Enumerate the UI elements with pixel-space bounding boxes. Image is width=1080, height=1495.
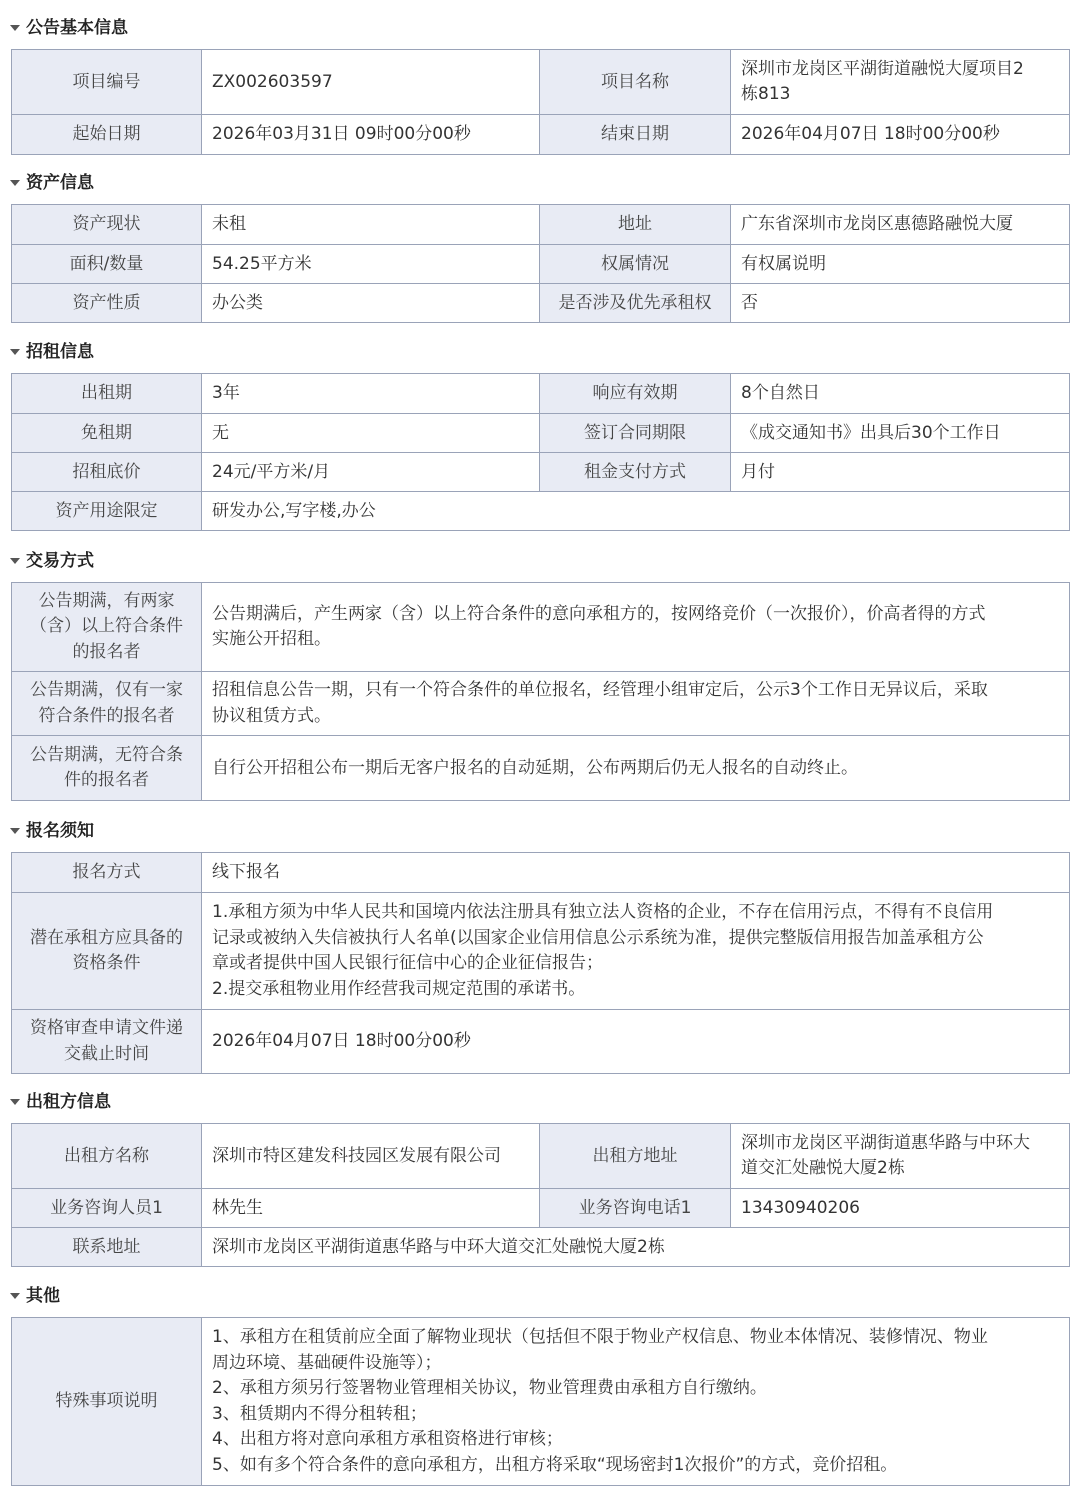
trade-method-table xyxy=(11,582,1070,801)
note-line: 2、承租方须另行签署物业管理相关协议，物业管理费由承租方自行缴纳。 xyxy=(212,1378,767,1398)
label-line: 符合条件的报名者 xyxy=(38,705,175,726)
signup-notice-table xyxy=(11,852,1070,1074)
section-header-basic[interactable] xyxy=(0,11,1080,45)
note-line: 3、租赁期内不得分租转租； xyxy=(212,1403,427,1424)
section-lease-info xyxy=(0,335,1080,369)
lessor-address-value xyxy=(731,1124,1070,1189)
section-header-lease[interactable] xyxy=(0,335,1080,369)
trade-rule-value xyxy=(202,583,1070,672)
area-label: 面积/数量 xyxy=(12,245,202,284)
caret-down-icon[interactable] xyxy=(10,25,20,31)
qualification-value xyxy=(202,893,1070,1010)
address-value: 广东省深圳市龙岗区惠德路融悦大厦 xyxy=(731,205,1070,245)
note-line: 1、承租方在租赁前应全面了解物业现状（包括但不限于物业产权信息、物业本体情况、装修情况、物业 xyxy=(212,1327,988,1347)
project-no-value: ZX002603597 xyxy=(202,50,540,115)
project-name-line: 深圳市龙岗区平湖街道融悦大厦项目2 xyxy=(741,58,1024,79)
contact-address-value: 深圳市龙岗区平湖街道惠华路与中环大道交汇处融悦大厦2栋 xyxy=(202,1228,1070,1267)
trade-rule-label xyxy=(12,583,202,672)
caret-down-icon[interactable] xyxy=(10,828,20,834)
free-period-value: 无 xyxy=(202,414,540,453)
lessor-info-table xyxy=(11,1123,1070,1267)
lease-term-label: 出租期 xyxy=(12,374,202,414)
end-date-value: 2026年04月07日 18时00分00秒 xyxy=(731,115,1070,155)
address-label: 地址 xyxy=(540,205,731,245)
contact-person-value: 林先生 xyxy=(202,1189,540,1228)
trade-rule-value: 自行公开招租公布一期后无客户报名的自动延期，公布两期后仍无人报名的自动终止。 xyxy=(202,736,1070,801)
contact-phone-label: 业务咨询电话1 xyxy=(540,1189,731,1228)
label-line: 的报名者 xyxy=(72,641,141,662)
valid-period-value: 8个自然日 xyxy=(731,374,1070,414)
sign-deadline-label: 签订合同期限 xyxy=(540,414,731,453)
section-title: 交易方式 xyxy=(26,551,94,571)
base-price-value: 24元/平方米/月 xyxy=(202,453,540,492)
payment-method-value: 月付 xyxy=(731,453,1070,492)
label-line: 资格审查申请文件递 xyxy=(30,1018,183,1038)
contact-address-label: 联系地址 xyxy=(12,1228,202,1267)
note-line: 周边环境、基础硬件设施等）； xyxy=(212,1352,442,1373)
value-line: 实施公开招租。 xyxy=(212,629,331,649)
label-line: 件的报名者 xyxy=(64,770,149,790)
ownership-label: 权属情况 xyxy=(540,245,731,284)
label-line: 公告期满，仅有一家 xyxy=(30,680,183,700)
trade-rule-value xyxy=(202,672,1070,736)
section-other xyxy=(0,1279,1080,1313)
free-period-label: 免租期 xyxy=(12,414,202,453)
project-no-label: 项目编号 xyxy=(12,50,202,115)
trade-rule-label xyxy=(12,736,202,801)
value-line: 公告期满后，产生两家（含）以上符合条件的意向承租方的，按网络竞价（一次报价），价高者得的方式 xyxy=(212,603,986,624)
section-title: 招租信息 xyxy=(26,342,94,362)
value-line: 记录或被纳入失信被执行人名单(以国家企业信用信息公示系统为准，提供完整版信用报告加盖承租方公 xyxy=(212,927,984,948)
lessor-name-label: 出租方名称 xyxy=(12,1124,202,1189)
project-name-line: 栋813 xyxy=(741,84,791,104)
asset-nature-value: 办公类 xyxy=(202,284,540,323)
section-lessor-info xyxy=(0,1085,1080,1119)
section-asset-info xyxy=(0,166,1080,200)
contact-phone-value: 13430940206 xyxy=(731,1189,1070,1228)
lease-term-value: 3年 xyxy=(202,374,540,414)
label-line: 交截止时间 xyxy=(64,1043,149,1064)
section-title: 公告基本信息 xyxy=(26,18,128,38)
label-line: 公告期满，有两家 xyxy=(38,590,175,611)
section-header-trade[interactable] xyxy=(0,544,1080,578)
special-notes-value xyxy=(202,1318,1070,1486)
value-line: 1.承租方须为中华人民共和国境内依法注册具有独立法人资格的企业，不存在信用污点，不得有不良信用 xyxy=(212,902,994,922)
base-price-label: 招租底价 xyxy=(12,453,202,492)
label-line: （含）以上符合条件 xyxy=(30,616,183,637)
section-signup-notice xyxy=(0,814,1080,848)
start-date-label: 起始日期 xyxy=(12,115,202,155)
trade-rule-label xyxy=(12,672,202,736)
label-line: 潜在承租方应具备的 xyxy=(30,927,183,948)
value-line: 协议租赁方式。 xyxy=(212,705,331,726)
section-title: 报名须知 xyxy=(26,821,94,841)
priority-lease-label: 是否涉及优先承租权 xyxy=(540,284,731,323)
lessor-name-value: 深圳市特区建发科技园区发展有限公司 xyxy=(202,1124,540,1189)
sign-deadline-value: 《成交通知书》出具后30个工作日 xyxy=(731,414,1070,453)
section-basic-info xyxy=(0,11,1080,45)
signup-method-value: 线下报名 xyxy=(202,853,1070,893)
label-line: 公告期满，无符合条 xyxy=(30,744,183,765)
asset-status-value: 未租 xyxy=(202,205,540,245)
section-header-other[interactable] xyxy=(0,1279,1080,1313)
value-line: 章或者提供中国人民银行征信中心的企业征信报告； xyxy=(212,953,603,973)
note-line: 4、出租方将对意向承租方承租资格进行审核； xyxy=(212,1429,563,1449)
value-line: 2.提交承租物业用作经营我司规定范围的承诺书。 xyxy=(212,978,586,999)
ownership-value: 有权属说明 xyxy=(731,245,1070,284)
section-title: 其他 xyxy=(26,1286,60,1306)
label-line: 资格条件 xyxy=(72,953,141,973)
contact-person-label: 业务咨询人员1 xyxy=(12,1189,202,1228)
submission-deadline-label xyxy=(12,1010,202,1074)
caret-down-icon[interactable] xyxy=(10,349,20,355)
section-header-asset[interactable] xyxy=(0,166,1080,200)
section-title: 资产信息 xyxy=(26,173,94,193)
value-line: 招租信息公告一期，只有一个符合条件的单位报名，经管理小组审定后，公示3个工作日无异议后，采取 xyxy=(212,680,988,700)
payment-method-label: 租金支付方式 xyxy=(540,453,731,492)
area-value: 54.25平方米 xyxy=(202,245,540,284)
priority-lease-value: 否 xyxy=(731,284,1070,323)
start-date-value: 2026年03月31日 09时00分00秒 xyxy=(202,115,540,155)
end-date-label: 结束日期 xyxy=(540,115,731,155)
project-name-label: 项目名称 xyxy=(540,50,731,115)
value-line: 深圳市龙岗区平湖街道惠华路与中环大 xyxy=(741,1132,1030,1153)
usage-limit-value: 研发办公,写字楼,办公 xyxy=(202,492,1070,531)
qualification-label xyxy=(12,893,202,1010)
caret-down-icon[interactable] xyxy=(10,180,20,186)
asset-status-label: 资产现状 xyxy=(12,205,202,245)
section-trade-method xyxy=(0,544,1080,578)
other-info-table xyxy=(11,1317,1070,1486)
submission-deadline-value: 2026年04月07日 18时00分00秒 xyxy=(202,1010,1070,1074)
valid-period-label: 响应有效期 xyxy=(540,374,731,414)
value-line: 道交汇处融悦大厦2栋 xyxy=(741,1158,905,1178)
lessor-address-label: 出租方地址 xyxy=(540,1124,731,1189)
special-notes-label: 特殊事项说明 xyxy=(12,1318,202,1486)
section-header-signup[interactable] xyxy=(0,814,1080,848)
caret-down-icon[interactable] xyxy=(10,1293,20,1299)
section-header-lessor[interactable] xyxy=(0,1085,1080,1119)
note-line: 5、如有多个符合条件的意向承租方，出租方将采取“现场密封1次报价”的方式，竞价招租。 xyxy=(212,1454,898,1475)
asset-info-table xyxy=(11,204,1070,323)
lease-info-table xyxy=(11,373,1070,531)
asset-nature-label: 资产性质 xyxy=(12,284,202,323)
signup-method-label: 报名方式 xyxy=(12,853,202,893)
section-title: 出租方信息 xyxy=(26,1092,111,1112)
usage-limit-label: 资产用途限定 xyxy=(12,492,202,531)
basic-info-table xyxy=(11,49,1070,155)
caret-down-icon[interactable] xyxy=(10,558,20,564)
caret-down-icon[interactable] xyxy=(10,1099,20,1105)
project-name-value xyxy=(731,50,1070,115)
